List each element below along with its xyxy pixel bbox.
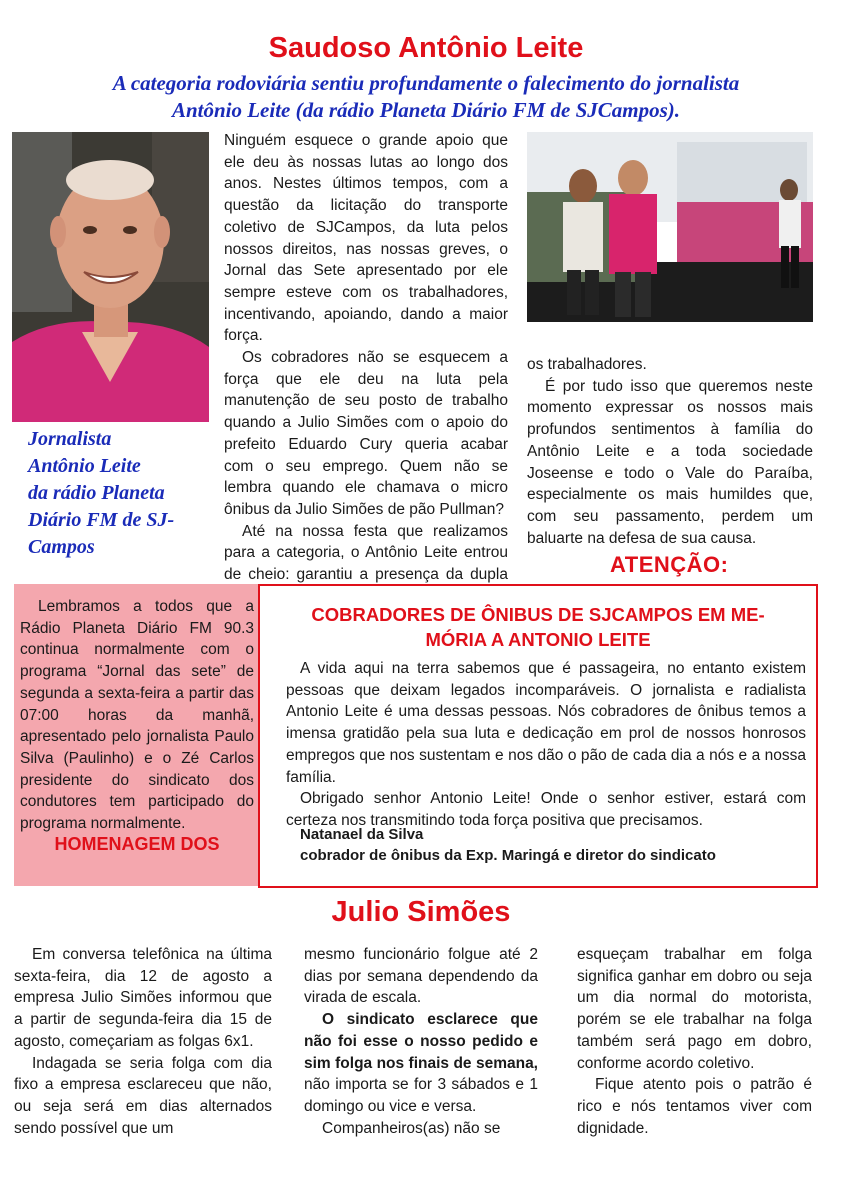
tribute-title-line: MÓRIA A ANTONIO LEITE bbox=[425, 629, 651, 650]
subtitle-line: A categoria rodoviária sentiu profundamente o falecimento do jornalista bbox=[112, 71, 740, 95]
radio-notice-text bbox=[20, 596, 254, 835]
radio-notice-box bbox=[14, 584, 260, 886]
subtitle-line: Antônio Leite (da rádio Planeta Diário FM de SJCampos). bbox=[171, 98, 681, 122]
tribute-body bbox=[286, 658, 806, 832]
tribute-title-line: COBRADORES DE ÔNIBUS DE SJCAMPOS EM ME- bbox=[311, 604, 765, 625]
tribute-title bbox=[272, 602, 804, 652]
paragraph: A vida aqui na terra sabemos que é passageira, no entanto existem pessoas que deixam legados incomparáveis. O jornalista e radialista Antonio Leite é uma dessas pessoas. Nós cobradores de ônibus temos a imensa gratidão pela sua luta e dedicação em prol de nossos honrosos empregos que nos sustentam e nos dão o pão de cada dia a nós e a nossa família. bbox=[286, 660, 806, 786]
signature-name: Natanael da Silva bbox=[300, 826, 424, 843]
caption-line: da rádio Planeta bbox=[28, 482, 165, 504]
paragraph: Lembramos a todos que a Rádio Planeta Diário FM 90.3 continua normalmente com o programa “Jornal das sete” de segunda a sexta-feira a partir das 07:00 horas da manhã, apresentado pelo jornalista Paulo Silva (Paulinho) e o Zé Carlos presidente do sindicato dos condutores tem participado do programa normalmente. bbox=[20, 598, 254, 833]
bold-statement: O sindicato esclarece que não foi esse o nosso pedido e sim folga nos finais de semana, bbox=[304, 1011, 538, 1072]
paragraph: esqueçam trabalhar em folga significa ganhar em dobro ou seja um dia normal do motorista, porém se ele trabalhar na folga também será pago em dobro, conforme acordo coletivo. bbox=[577, 946, 812, 1072]
caption-line: Antônio Leite bbox=[28, 455, 141, 477]
paragraph: É por tudo isso que queremos neste momento expressar os nossos mais profundos sentimentos à família do Antônio Leite e a toda sociedade Joseense e todo o Vale do Paraíba, especialmente os mais humildes que, com seu passamento, perdem um baluarte na defesa de sua causa. bbox=[527, 377, 813, 547]
article-column-middle bbox=[224, 130, 508, 607]
signature-role: cobrador de ônibus da Exp. Maringá e diretor do sindicato bbox=[300, 847, 716, 864]
paragraph: Indagada se seria folga com dia fixo a empresa esclareceu que não, ou seja será em dias alternados sendo possível que um bbox=[14, 1054, 272, 1137]
paragraph: Companheiros(as) não se bbox=[322, 1119, 501, 1137]
paragraph: Em conversa telefônica na última sexta-feira, dia 12 de agosto a empresa Julio Simões informou que a partir de segunda-feira dia 15 de agosto, começariam as folgas 6x1. bbox=[14, 946, 272, 1050]
caption-line: Campos bbox=[28, 536, 95, 558]
section-title: Julio Simões bbox=[331, 896, 511, 928]
tribute-box bbox=[258, 584, 818, 888]
section-column-1 bbox=[14, 944, 272, 1139]
article-subtitle bbox=[40, 70, 812, 124]
section-column-3 bbox=[577, 944, 812, 1139]
paragraph: Obrigado senhor Antonio Leite! Onde o senhor estiver, estará com certeza nos transmitindo toda força positiva que precisamos. bbox=[286, 790, 806, 829]
paragraph: os trabalhadores. bbox=[527, 356, 647, 373]
tribute-signature bbox=[300, 824, 716, 866]
paragraph: Fique atento pois o patrão é rico e nós tentamos viver com dignidade. bbox=[577, 1076, 812, 1137]
paragraph: mesmo funcionário folgue até 2 dias por semana dependendo da virada de escala. bbox=[304, 946, 538, 1007]
caption-line: Jornalista bbox=[28, 428, 112, 450]
homage-label: HOMENAGEM DOS bbox=[54, 834, 220, 854]
portrait-illustration bbox=[12, 132, 209, 422]
paragraph bbox=[304, 1009, 538, 1118]
portrait-photo bbox=[12, 132, 209, 422]
attention-heading: ATENÇÃO: bbox=[610, 552, 729, 577]
photo-caption bbox=[28, 426, 218, 561]
caption-line: Diário FM de SJ- bbox=[28, 509, 175, 531]
stage-photo bbox=[527, 132, 813, 322]
statement-rest: não importa se for 3 sábados e 1 domingo ou vice e versa. bbox=[304, 1076, 538, 1115]
article-title: Saudoso Antônio Leite bbox=[268, 32, 584, 64]
paragraph: Os cobradores não se esquecem a força que ele deu na luta pela manutenção de seu posto de trabalho quando a Julio Simões com o apoio do prefeito Eduardo Cury queria acabar com o seu emprego. Quem não se lembra quando ele chamava o micro ônibus da Julio Simões de pão Pullman? bbox=[224, 349, 508, 518]
paragraph: Até na nossa festa que realizamos para a categoria, o Antônio Leite entrou de cheio: garantiu a presença da dupla bbox=[224, 522, 508, 584]
paragraph: Ninguém esquece o grande apoio que ele deu às nossas lutas ao longo dos anos. Nestes últimos tempos, com a questão da licitação do transporte coletivo de SJCampos, da luta pelos nossos direitos, nas nossas greves, o Jornal das Sete apresentado por ele sempre esteve com os trabalhadores, incentivando, apoiando, dando a maior força. bbox=[224, 132, 508, 345]
section-column-2 bbox=[304, 944, 538, 1139]
stage-illustration bbox=[527, 132, 813, 322]
article-column-right bbox=[527, 354, 813, 549]
